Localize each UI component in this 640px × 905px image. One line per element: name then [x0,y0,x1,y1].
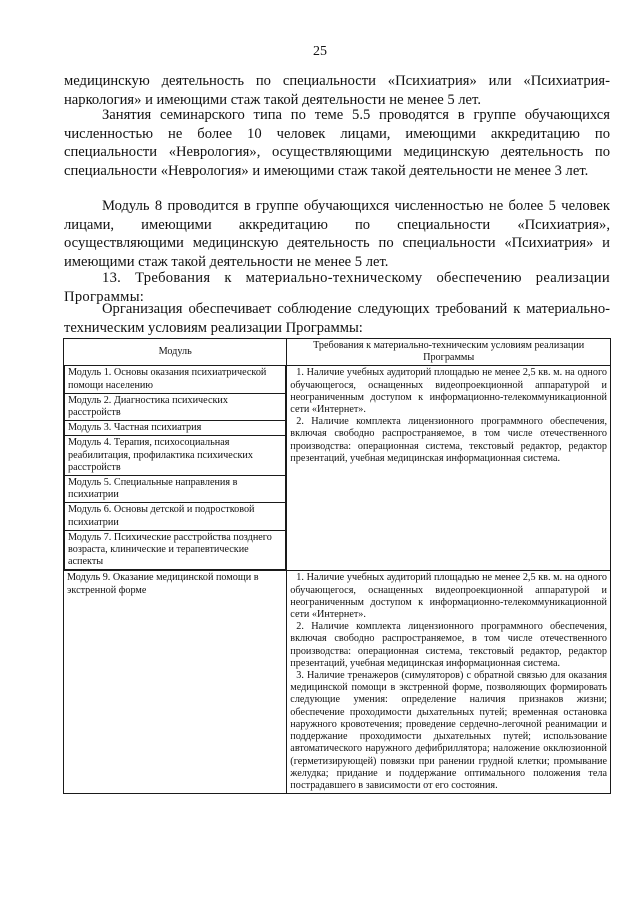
modules-cell-group1 [64,366,287,571]
requirement-item: 2. Наличие комплекта лицензионного программного обеспечения, включая свободно распространяемое, в том числе отечественного производства: операционная система, текстовый редактор, редактор презентаций, учебная медицинская информационная система. [290,416,607,464]
section-heading-13: 13. Требования к материально-техническому обеспечению реализации Программы: [64,270,610,305]
table-row [64,366,611,571]
table-row [64,571,611,794]
requirements-cell-group1 [287,366,611,571]
module-1: Модуль 1. Основы оказания психиатрической помощи населению [64,365,286,393]
module-list [67,366,283,570]
table-header-row [64,339,611,366]
module-2: Модуль 2. Диагностика психических расстройств [64,393,286,421]
header-requirements: Требования к материально-техническим условиям реализации Программы [287,339,611,366]
module-5: Модуль 5. Специальные направления в психиатрии [64,475,286,503]
paragraph-seminar-neurology: Занятия семинарского типа по теме 5.5 проводятся в группе обучающихся численностью не более 10 человек лицами, имеющими аккредитацию по специальности «Неврология», осуществляющими медицинскую деятельность по специальности «Неврология» и имеющими стаж такой деятельности не менее 3 лет. [64,107,610,179]
requirements-table [63,338,611,794]
requirement-item: 1. Наличие учебных аудиторий площадью не менее 2,5 кв. м. на одного обучающегося, оснащенных видеопроекционной аппаратурой и неограниченным доступом к информационно-телекоммуникационной сети «Интернет». [290,572,607,621]
paragraph-continuation: медицинскую деятельность по специальности «Психиатрия» или «Психиатрия-наркология» и имеющими стаж такой деятельности не менее 5 лет. [64,73,610,108]
module-7: Модуль 7. Психические расстройства позднего возраста, клинические и терапевтические аспекты [64,530,286,571]
module-4: Модуль 4. Терапия, психосоциальная реабилитация, профилактика психических расстройств [64,435,286,476]
module-9: Модуль 9. Оказание медицинской помощи в экстренной форме [64,571,287,794]
requirement-item: 3. Наличие тренажеров (симуляторов) с обратной связью для оказания медицинской помощи в экстренной форме, позволяющих формировать следующие умения: определение наличия признаков жизни; обеспечение проходимости дыхательных путей; временная остановка наружного кровотечения; проведение сердечно-легочной реанимации и поддержание проходимости дыхательных путей; использование автоматического наружного дефибриллятора; наложение окклюзионной (герметизирующей) повязки при ранении грудной клетки; промывание желудка; придание и поддержание оптимального положения тела пострадавшего в зависимости от его состояния. [290,670,607,791]
paragraph-module-8: Модуль 8 проводится в группе обучающихся численностью не более 5 человек лицами, имеющими аккредитацию по специальности «Психиатрия», осуществляющими медицинскую деятельность по специальности «Психиатрия» и имеющими стаж такой деятельности не менее 5 лет. [64,198,610,270]
module-6: Модуль 6. Основы детской и подростковой психиатрии [64,502,286,530]
header-module: Модуль [64,339,287,366]
requirement-item: 1. Наличие учебных аудиторий площадью не менее 2,5 кв. м. на одного обучающегося, оснащенных видеопроекционной аппаратурой и неограниченным доступом к информационно-телекоммуникационной сети «Интернет». [290,367,607,416]
requirements-cell-group2 [287,571,611,794]
page-number: 25 [313,44,327,59]
module-3: Модуль 3. Частная психиатрия [64,420,286,436]
requirement-item: 2. Наличие комплекта лицензионного программного обеспечения, включая свободно распространяемое, в том числе отечественного производства: операционная система, текстовый редактор, редактор презентаций, учебная медицинская информационная система. [290,621,607,669]
paragraph-organization-requirements: Организация обеспечивает соблюдение следующих требований к материально-техническим условиям реализации Программы: [64,301,610,336]
